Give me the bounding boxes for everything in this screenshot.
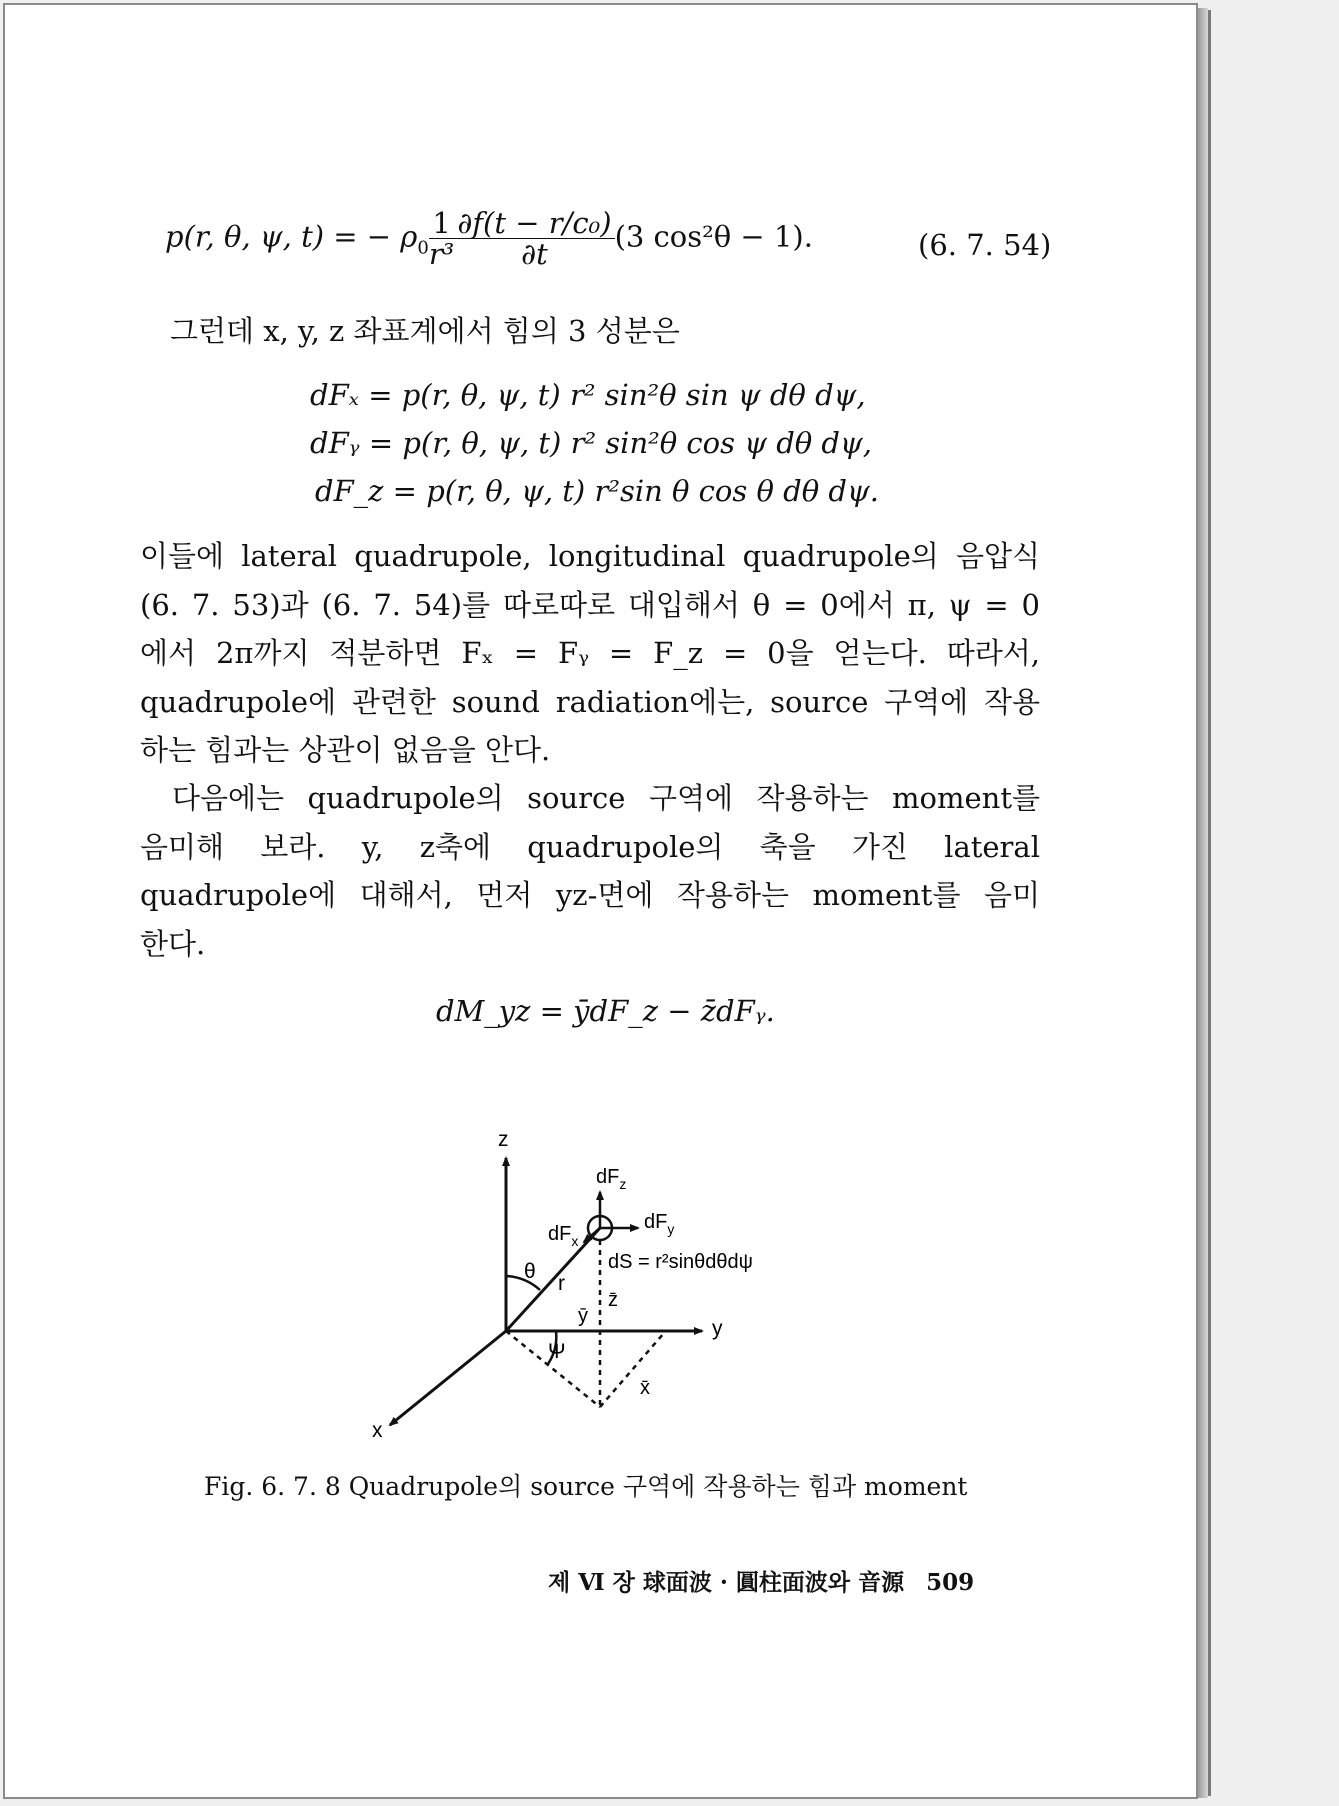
zbar-label: z̄ [608,1289,618,1311]
y-label: y [712,1317,723,1340]
xbar-label: x̄ [640,1377,650,1399]
dFz-label: $dF_z$ [596,1166,627,1192]
paragraph-line: 음미해 보라. y, z축에 quadrupole의 축을 가진 lateral [140,829,1040,864]
dFx-label: $dF_x$ [548,1223,579,1249]
z-label: z [498,1128,509,1151]
psi-label: Ψ [548,1340,566,1363]
paragraph-line: 이들에 lateral quadrupole, longitudinal quadrupole의 음압식 [140,539,1040,573]
equation-number: (6. 7. 54) [918,228,1052,262]
page-footer [548,1564,974,1597]
y-projection [600,1333,664,1407]
x-axis [390,1331,506,1425]
paragraph-line: 한다. [140,926,206,961]
paragraph-line: 하는 힘과는 상관이 없음을 안다. [140,733,551,767]
page-number: 509 [926,1569,975,1596]
x-label: x [372,1419,383,1442]
equation-dMyz: dM_yz = ȳdF_z − z̄dFᵧ. [436,994,775,1028]
dS-label: dS = r²sinθdθdψ [608,1251,753,1273]
paragraph-line: quadrupole에 관련한 sound radiation에는, source 구역에 작용 [140,684,1040,719]
dFy-label: $dF_y$ [644,1211,675,1237]
equation-dFx: dFₓ = p(r, θ, ψ, t) r² sin²θ sin ψ dθ dψ, [310,378,866,412]
paragraph-line: (6. 7. 53)과 (6. 7. 54)를 따로따로 대입해서 θ = 0에서 π, ψ = 0 [140,587,1040,622]
paragraph-line: quadrupole에 대해서, 먼저 yz-면에 작용하는 moment를 음미 [140,878,1040,912]
equation-dFy: dFᵧ = p(r, θ, ψ, t) r² sin²θ cos ψ dθ dψ, [310,426,872,460]
equation-dFz: dF_z = p(r, θ, ψ, t) r²sin θ cos θ dθ dψ. [315,474,879,508]
theta-label: θ [524,1260,536,1283]
paragraph-line: 다음에는 quadrupole의 source 구역에 작용하는 moment를 [172,781,1040,815]
figure-caption: Fig. 6. 7. 8 Quadrupole의 source 구역에 작용하는 힘과 moment [204,1472,968,1501]
ybar-label: ȳ [578,1305,588,1327]
paragraph-line: 에서 2π까지 적분하면 Fₓ = Fᵧ = F_z = 0을 얻는다. 따라서, [140,636,1040,670]
equation-6-7-54: p(r, θ, ψ, t) = − $\rho_0$ $\frac{1}{\text{r³}}$ $\frac{\text{∂f(t − r/c₀)}}{\partial t}$ (3 cos²θ − 1). [165,206,813,271]
r-label: r [558,1272,565,1295]
chapter-title: 제 Ⅵ 장 球面波 · 圓柱面波와 音源 [548,1569,905,1596]
intro-text: 그런데 x, y, z 좌표계에서 힘의 3 성분은 [170,314,680,348]
